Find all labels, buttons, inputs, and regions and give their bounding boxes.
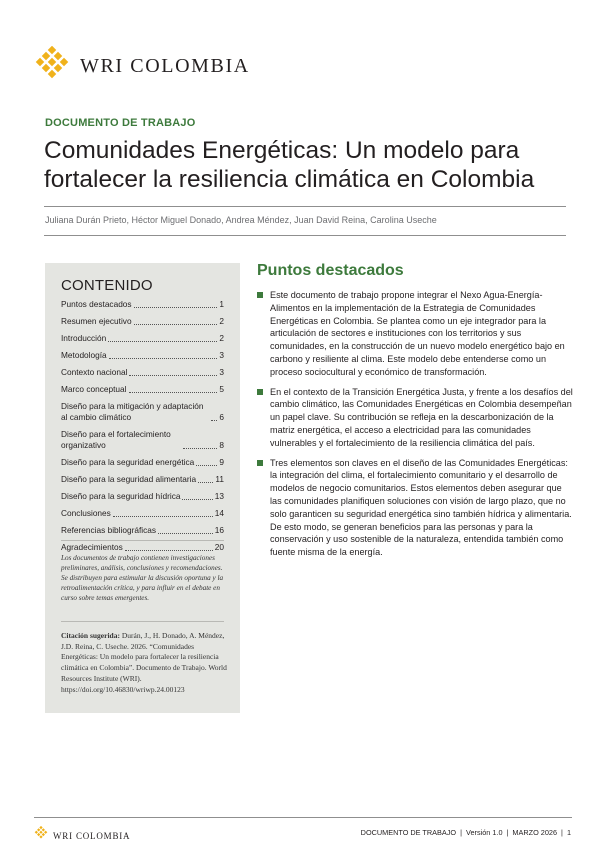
sidebar-divider xyxy=(61,540,224,541)
footer-doc-type: DOCUMENTO DE TRABAJO xyxy=(360,828,457,837)
toc-item[interactable]: Metodología 3 xyxy=(61,350,224,360)
working-paper-note: Los documentos de trabajo contienen investigaciones preliminares, análisis, conclusiones y recomendaciones. Se distribuyen para estimular la discusión oportuna y la retroalimentación crítica, y para influir en el debate en curso sobre temas emergentes. xyxy=(61,554,224,602)
footer-divider xyxy=(34,817,572,818)
citation-text: Durán, J., H. Donado, A. Méndez, J.D. Reina, C. Useche. 2026. “Comunidades Energéticas: Un modelo para fortalecer la resiliencia climática en Colombia”. Documento de Trabajo. World Resources Institute (WRI). https://doi.org/10.46830/wriwp.24.00123 xyxy=(61,631,227,694)
logo-text: WRI COLOMBIA xyxy=(80,55,250,77)
footer-separator: | xyxy=(506,828,509,837)
toc-item[interactable]: Diseño para la seguridad energética 9 xyxy=(61,457,224,467)
wri-diamond-icon xyxy=(34,46,70,87)
highlights-section xyxy=(257,262,573,566)
contents-sidebar xyxy=(45,263,240,713)
authors-line: Juliana Durán Prieto, Héctor Miguel Donado, Andrea Méndez, Juan David Reina, Carolina Useche xyxy=(45,215,437,225)
highlight-item: Tres elementos son claves en el diseño de las Comunidades Energéticas: la integración del clima, el fortalecimiento comunitario y el desarrollo de modelos de negocio comunitarios. Estos elementos deben asegurar que las comunidades planifiquen soluciones con visión de largo plazo, que no solo garanticen su seguridad energética sino también hídrica y alimentaria. De esto modo, se generan beneficios para las personas y para la conservación y uso sostenible de la naturaleza, entendida también como fuente misma de la energía. xyxy=(257,457,573,559)
highlight-item: Este documento de trabajo propone integrar el Nexo Agua-Energía-Alimentos en la implementación de la Estrategia de Comunidades Energéticas en Colombia. Se plantea como un eje integrador para la articulación de sectores e instituciones con los territorios y sus comunidades, en la construcción de un nuevo modelo energético bajo en carbono y resiliente al clima. Este modelo debe entenderse como un proceso sociocultural y económico de transformación. xyxy=(257,289,573,379)
footer-separator: | xyxy=(561,828,563,837)
footer-logo-text: WRI COLOMBIA xyxy=(53,830,131,841)
square-bullet-icon xyxy=(257,292,263,298)
page-number: 1 xyxy=(566,828,571,837)
highlight-item: En el contexto de la Transición Energética Justa, y frente a los desafíos del cambio climático, las Comunidades Energéticas en Colombia desempeñan un papel clave. Su contribución se refleja en la descarbonización de la matriz energética, el acceso a electricidad para las comunidades vulnerables y el fortalecimiento de la resiliencia climática del país. xyxy=(257,386,573,450)
title-divider xyxy=(44,206,566,207)
table-of-contents xyxy=(61,299,224,559)
footer-date: MARZO 2026 xyxy=(512,828,558,837)
authors-divider xyxy=(44,235,566,236)
footer-version: Versión 1.0 xyxy=(466,828,503,837)
highlights-list xyxy=(257,289,573,559)
footer-meta xyxy=(361,828,571,837)
toc-item[interactable]: Agradecimientos 20 xyxy=(61,542,224,552)
toc-item[interactable]: Diseño para el fortalecimiento organizativo 8 xyxy=(61,429,224,450)
sidebar-divider xyxy=(61,621,224,622)
toc-item[interactable]: Conclusiones 14 xyxy=(61,508,224,518)
square-bullet-icon xyxy=(257,389,263,395)
toc-item[interactable]: Referencias bibliográficas 16 xyxy=(61,525,224,535)
toc-item[interactable]: Marco conceptual 5 xyxy=(61,384,224,394)
toc-item[interactable]: Contexto nacional 3 xyxy=(61,367,224,377)
toc-item[interactable]: Puntos destacados 1 xyxy=(61,299,224,309)
wri-diamond-icon xyxy=(34,826,48,845)
toc-item[interactable]: Diseño para la seguridad alimentaria 11 xyxy=(61,474,224,484)
contents-heading: CONTENIDO xyxy=(61,277,153,294)
toc-item[interactable]: Introducción 2 xyxy=(61,333,224,343)
document-type-label: DOCUMENTO DE TRABAJO xyxy=(45,117,196,129)
highlights-heading: Puntos destacados xyxy=(257,262,404,279)
footer-separator: | xyxy=(460,828,462,837)
toc-item[interactable]: Resumen ejecutivo 2 xyxy=(61,316,224,326)
wri-logo xyxy=(34,46,250,87)
page-title: Comunidades Energéticas: Un modelo para fortalecer la resiliencia climática en Colombia xyxy=(44,137,535,193)
toc-item[interactable]: Diseño para la mitigación y adaptación al cambio climático 6 xyxy=(61,401,224,422)
footer-logo xyxy=(34,826,130,845)
toc-item[interactable]: Diseño para la seguridad hídrica 13 xyxy=(61,491,224,501)
suggested-citation xyxy=(61,631,228,695)
square-bullet-icon xyxy=(257,460,263,466)
citation-label: Citación sugerida: xyxy=(61,631,120,640)
